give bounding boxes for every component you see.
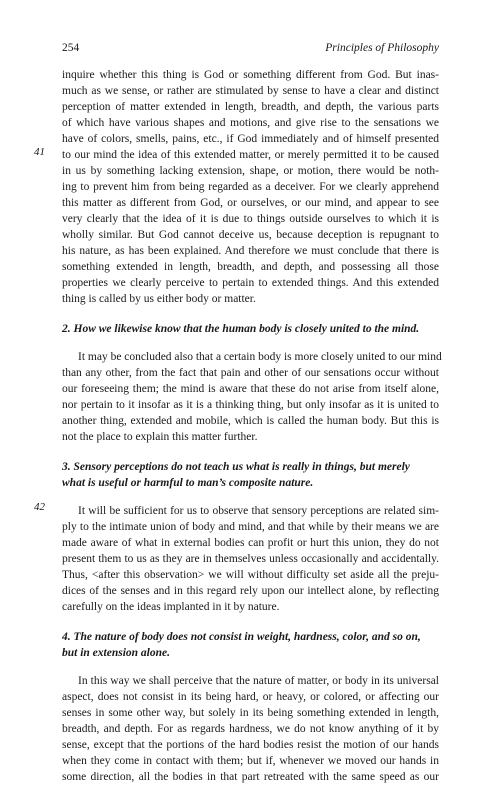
text-line: our foreseeing them; the mind is aware that these do not arise from itself alone, (62, 383, 439, 395)
text-line: properties we clearly perceive to pertain to extended things. And this extended (62, 277, 439, 289)
text-line: of which have various shapes and motions, and give rise to the sensations we (62, 117, 439, 129)
text-line: not the place to explain this matter further. (62, 431, 258, 443)
running-title: Principles of Philosophy (325, 42, 439, 54)
text-line: It may be concluded also that a certain body is more closely united to our mind (78, 351, 442, 363)
text-line: wholly similar. But God cannot deceive us, because deception is repugnant to (62, 229, 439, 241)
text-line: made aware of what in external bodies can profit or hurt this union, they do not (62, 537, 439, 549)
section-heading-3-cont: what is useful or harmful to man’s composite nature. (62, 477, 314, 489)
section-heading-4: 4. The nature of body does not consist in weight, hardness, color, and so on, (62, 631, 421, 643)
text-line: have of colors, smells, pains, etc., if God immediately and of himself presented (62, 133, 439, 145)
paragraph-3 (62, 503, 439, 615)
text-line: some direction, all the bodies in that part retreated with the same speed as our (62, 771, 439, 783)
text-line: breadth, and depth. For as regards hardness, we do not know anything of it by (62, 723, 439, 735)
body-text (62, 67, 442, 785)
text-line: thing is called by us either body or matter. (62, 293, 256, 305)
page-number: 254 (62, 42, 80, 54)
text-line: to our mind the idea of this extended matter, or merely permitted it to be caused (62, 149, 439, 161)
text-line: senses in some other way, but solely in its being something extended in length, (62, 707, 439, 719)
section-heading-2: 2. How we likewise know that the human body is closely united to the mind. (62, 323, 420, 335)
text-line: than any other, from the fact that pain and other of our sensations occur without (62, 367, 439, 379)
text-line: carefully on the ideas implanted in it by nature. (62, 601, 280, 613)
text-line: aspect, does not consist in its being hard, or heavy, or colored, or affecting our (62, 691, 439, 703)
text-line: ply to the intimate union of body and mind, and that while by their means we are (62, 521, 439, 533)
page-header (62, 42, 439, 58)
text-line: another thing, extended and mobile, which is called the human body. But this is (62, 415, 439, 427)
text-line: Thus, <after this observation> we will without difficulty set aside all the preju- (62, 569, 439, 581)
section-heading-3: 3. Sensory perceptions do not teach us what is really in things, but merely (62, 461, 410, 473)
text-line: something extended in length, breadth, and depth, and possessing all those (62, 261, 439, 273)
paragraph-1 (62, 67, 439, 307)
text-line: very clearly that the idea of it is due to things outside ourselves to which it is (62, 213, 439, 225)
text-line: when they come in contact with them; but if, whenever we moved our hands in (62, 755, 439, 767)
text-line: his nature, as has been explained. And therefore we must conclude that there is (62, 245, 439, 257)
text-line: in us by something lacking extension, shape, or motion, there would be noth- (62, 165, 439, 177)
text-line: perception of matter extended in length, breadth, and depth, the various parts (62, 101, 439, 113)
margin-number: 42 (34, 501, 45, 513)
section-heading-4-cont: but in extension alone. (62, 647, 170, 659)
margin-number: 41 (34, 146, 45, 158)
text-line: this matter as different from God, or ourselves, or our mind, and appear to see (62, 197, 439, 209)
text-line: In this way we shall perceive that the nature of matter, or body in its universal (78, 675, 439, 687)
text-line: sense, except that the portions of the hard bodies resist the motion of our hands (62, 739, 439, 751)
text-line: inquire whether this thing is God or something different from God. But inas- (62, 69, 439, 81)
text-line: present them to us as they are in themselves unless occasionally and accidentally. (62, 553, 439, 565)
paragraph-2 (62, 349, 442, 445)
text-line: much as we sense, or rather are stimulated by sense to have a clear and distinct (62, 85, 439, 97)
text-line: ing to prevent him from being regarded as a deceiver. For we clearly apprehend (62, 181, 439, 193)
text-line: It will be sufficient for us to observe that sensory perceptions are related sim- (78, 505, 439, 517)
paragraph-4 (62, 673, 439, 785)
text-line: nor pertain to it insofar as it is a thinking thing, but only insofar as it is united to (62, 399, 439, 411)
text-line: dices of the senses and in this regard rely upon our intellect alone, by reflecting (62, 585, 439, 597)
